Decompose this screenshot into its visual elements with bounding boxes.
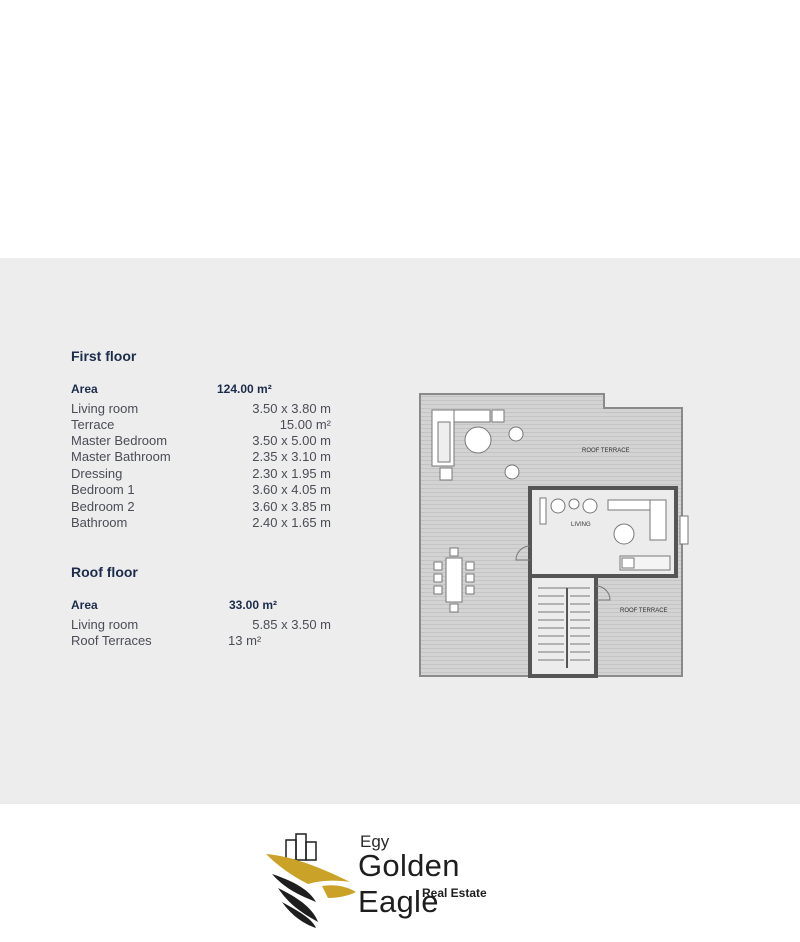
room-row [71,499,331,515]
room-name: Dressing [71,466,123,481]
room-row [71,633,331,649]
room-name: Living room [71,401,139,416]
first-floor-area-value: 124.00 m² [217,382,272,396]
room-name: Roof Terraces [71,633,152,648]
room-row [71,617,331,633]
room-name: Terrace [71,417,115,432]
first-floor-title: First floor [71,348,137,364]
roof-terrace-label-top: ROOF TERRACE [582,448,630,454]
roof-floor-plan [414,388,704,678]
room-dims: 3.60 x 3.85 m [252,499,331,514]
stair-walls [530,576,596,676]
logo-line-golden-eagle: Golden Eagle [358,848,460,919]
room-name: Bedroom 2 [71,499,135,514]
room-dims: 3.50 x 5.00 m [252,433,331,448]
room-name: Master Bedroom [71,433,168,448]
first-floor-area-label: Area [71,382,98,396]
room-row [71,401,331,417]
room-name: Bathroom [71,515,128,530]
room-name: Living room [71,617,139,632]
logo-line-real-estate: Real Estate [422,886,487,900]
room-dims: 13 m² [228,633,262,648]
room-dims: 2.30 x 1.95 m [252,466,331,481]
room-row [71,515,331,531]
room-row [71,482,331,498]
eagle-emblem [262,826,362,930]
room-dims: 2.35 x 3.10 m [252,449,331,464]
company-logo [262,826,542,930]
living-label: LIVING [571,522,591,528]
room-row [71,417,331,433]
room-name: Bedroom 1 [71,482,135,497]
roof-floor-area-value: 33.00 m² [229,598,278,612]
roof-floor-title: Roof floor [71,564,138,580]
room-dims: 5.85 x 3.50 m [252,617,331,632]
room-dims: 2.40 x 1.65 m [252,515,331,530]
room-dims: 15.00 m² [279,417,331,432]
room-dims: 3.60 x 4.05 m [252,482,331,497]
room-dims: 3.50 x 3.80 m [252,401,331,416]
logo-line-egy: Egy [360,832,390,851]
room-row [71,466,331,482]
roof-floor-area-label: Area [71,598,98,612]
roof-terrace-label-bottom: ROOF TERRACE [620,608,668,614]
room-row [71,433,331,449]
window [680,516,688,544]
room-row [71,449,331,465]
floor-spec-panel [0,258,800,804]
room-name: Master Bathroom [71,449,171,464]
